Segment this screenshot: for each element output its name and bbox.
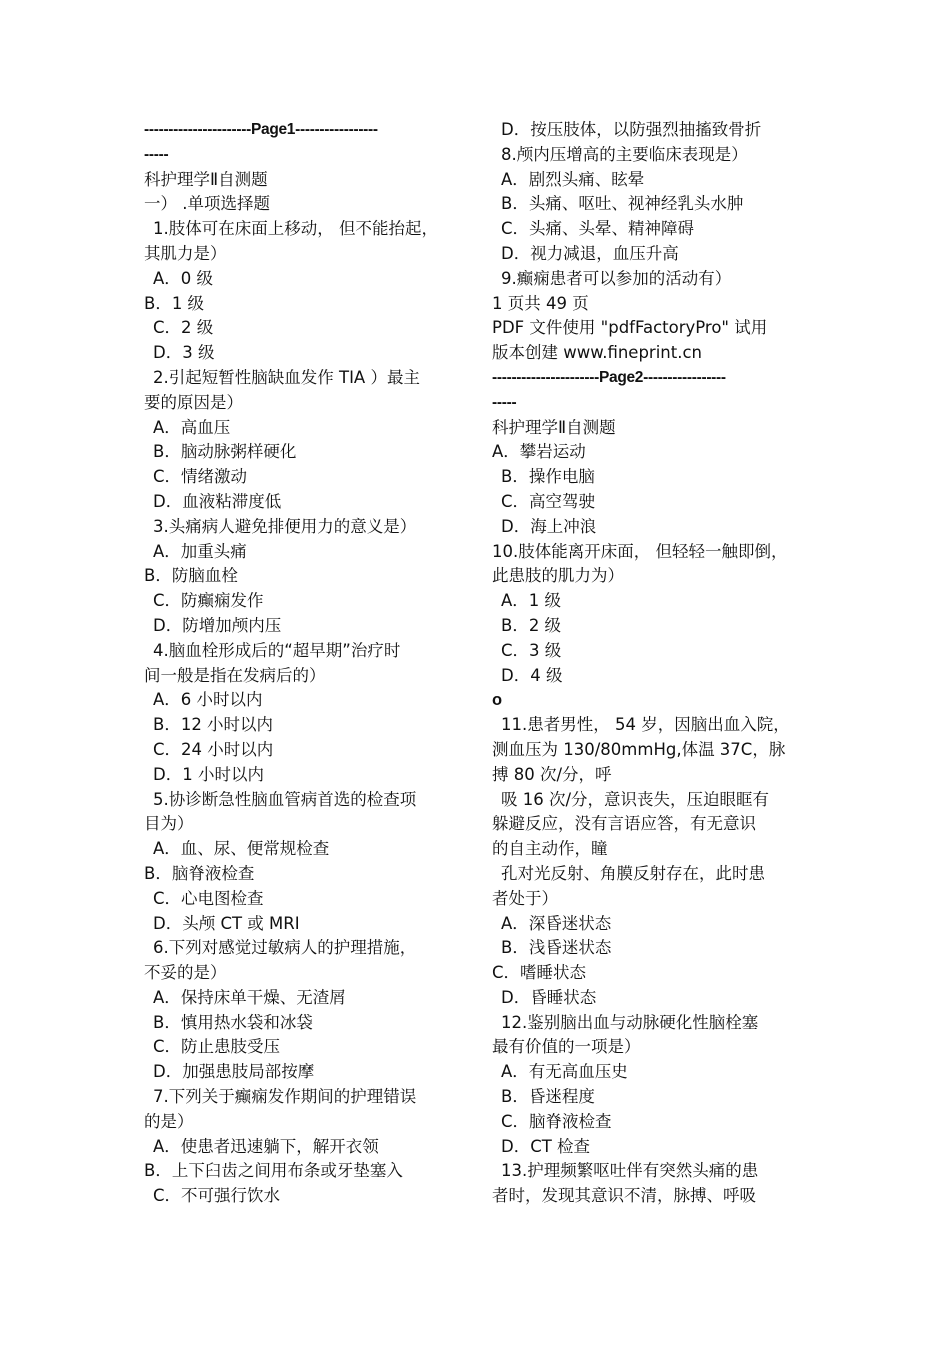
text-line: D．昏睡状态 <box>501 987 597 1007</box>
page-separator: ----------------------Page2----------------- <box>492 368 726 386</box>
text-line: 不妥的是） <box>144 963 227 983</box>
text-line: C．24 小时以内 <box>153 739 274 759</box>
text-line: B．上下臼齿之间用布条或牙垫塞入 <box>144 1161 403 1181</box>
text-line: 1.肢体可在床面上移动， 但不能抬起， <box>153 219 438 239</box>
text-line: A．保持床单干燥、无渣屑 <box>153 987 346 1007</box>
text-line: C．头痛、头晕、精神障碍 <box>501 219 695 239</box>
text-line: B．浅昏迷状态 <box>501 938 612 958</box>
page-separator: ----- <box>492 393 517 411</box>
text-line: D．1 小时以内 <box>153 764 264 784</box>
text-line: C．高空驾驶 <box>501 491 596 511</box>
text-line: 8.颅内压增高的主要临床表现是） <box>501 144 748 164</box>
text-line: 者时，发现其意识不清，脉搏、呼吸 <box>492 1186 756 1206</box>
text-line: 此患肢的肌力为） <box>492 566 624 586</box>
text-line: 6.下列对感觉过敏病人的护理措施， <box>153 938 417 958</box>
text-line: D．头颅 CT 或 MRI <box>153 913 300 933</box>
text-line: C．3 级 <box>501 640 562 660</box>
text-line: A．有无高血压史 <box>501 1062 628 1082</box>
text-line: C．2 级 <box>153 318 214 338</box>
text-line: B．脑脊液检查 <box>144 863 255 883</box>
text-line: A．使患者迅速躺下，解开衣领 <box>153 1136 379 1156</box>
text-line: D．CT 检查 <box>501 1136 591 1156</box>
right-column <box>492 118 810 1209</box>
text-line: D．加强患肢局部按摩 <box>153 1062 315 1082</box>
text-line: B．头痛、呕吐、视神经乳头水肿 <box>501 194 744 214</box>
text-line: A．1 级 <box>501 591 562 611</box>
text-line: 版本创建 www.fineprint.cn <box>492 343 703 363</box>
text-line: 13.护理频繁呕吐伴有突然头痛的患 <box>501 1161 759 1181</box>
text-line: D．视力减退，血压升高 <box>501 243 679 263</box>
text-line: D．防增加颅内压 <box>153 615 282 635</box>
text-line: D．4 级 <box>501 665 563 685</box>
text-line: C．嗜睡状态 <box>492 963 587 983</box>
text-line: 测血压为 130/80mmHg,体温 37C，脉 <box>492 739 786 759</box>
text-line: A．攀岩运动 <box>492 442 586 462</box>
text-line: 5.协诊断急性脑血管病首选的检查项 <box>153 789 417 809</box>
text-line: 孔对光反射、角膜反射存在，此时患 <box>501 863 765 883</box>
text-line: 的自主动作，瞳 <box>492 839 608 859</box>
text-line: C．脑脊液检查 <box>501 1111 612 1131</box>
text-line: B．脑动脉粥样硬化 <box>153 442 297 462</box>
text-line: A．深昏迷状态 <box>501 913 612 933</box>
text-line: 7.下列关于癫痫发作期间的护理错误 <box>153 1087 417 1107</box>
text-line: 科护理学Ⅱ自测题 <box>144 169 268 189</box>
text-line: 目为） <box>144 814 194 834</box>
text-line: 9.癫痫患者可以参加的活动有） <box>501 268 732 288</box>
text-line: 12.鉴别脑出血与动脉硬化性脑栓塞 <box>501 1012 759 1032</box>
text-line: 其肌力是） <box>144 243 227 263</box>
text-line: 要的原因是） <box>144 392 243 412</box>
text-line: 11.患者男性， 54 岁，因脑出血入院， <box>501 715 790 735</box>
text-line: o <box>492 691 503 710</box>
text-line: B．防脑血栓 <box>144 566 238 586</box>
text-line: A．剧烈头痛、眩晕 <box>501 169 645 189</box>
text-line: PDF 文件使用 "pdfFactoryPro" 试用 <box>492 318 768 338</box>
text-line: 者处于） <box>492 888 558 908</box>
text-line: B．2 级 <box>501 615 562 635</box>
left-column <box>144 118 462 1209</box>
text-line: C．防癫痫发作 <box>153 591 264 611</box>
text-line: C．不可强行饮水 <box>153 1186 281 1206</box>
text-line: C．心电图检查 <box>153 888 264 908</box>
text-line: B．慎用热水袋和冰袋 <box>153 1012 313 1032</box>
text-line: D．按压肢体，以防强烈抽搐致骨折 <box>501 120 762 139</box>
text-line: A．6 小时以内 <box>153 690 263 710</box>
page-separator: ----------------------Page1----------------- <box>144 121 378 138</box>
text-line: D．3 级 <box>153 343 215 363</box>
text-line: 3.头痛病人避免排便用力的意义是） <box>153 516 417 536</box>
text-line: 10.肢体能离开床面， 但轻轻一触即倒， <box>492 541 788 561</box>
text-line: B．12 小时以内 <box>153 715 274 735</box>
text-line: A．高血压 <box>153 417 231 437</box>
text-line: C．情绪激动 <box>153 467 248 487</box>
text-line: 搏 80 次/分，呼 <box>492 764 612 784</box>
text-line: 间一般是指在发病后的） <box>144 665 326 685</box>
text-line: 1 页共 49 页 <box>492 293 589 313</box>
text-line: B．操作电脑 <box>501 467 595 487</box>
text-line: 吸 16 次/分，意识丧失，压迫眼眶有 <box>501 789 770 809</box>
text-line: B．1 级 <box>144 293 205 313</box>
text-line: B．昏迷程度 <box>501 1087 595 1107</box>
text-line: A．加重头痛 <box>153 541 247 561</box>
text-line: 科护理学Ⅱ自测题 <box>492 417 616 437</box>
text-line: 一） .单项选择题 <box>144 194 270 214</box>
text-line: 的是） <box>144 1111 194 1131</box>
text-line: 4.脑血栓形成后的“超早期”治疗时 <box>153 640 401 660</box>
text-line: 2.引起短暂性脑缺血发作 TIA ）最主 <box>153 367 420 387</box>
text-line: 躲避反应，没有言语应答，有无意识 <box>492 814 756 834</box>
text-line: A．0 级 <box>153 268 214 288</box>
text-line: C．防止患肢受压 <box>153 1037 281 1057</box>
text-line: A．血、尿、便常规检查 <box>153 839 330 859</box>
text-line: D．血液粘滞度低 <box>153 491 282 511</box>
page-separator: ----- <box>144 145 169 163</box>
text-line: 最有价值的一项是） <box>492 1037 641 1057</box>
text-line: D．海上冲浪 <box>501 516 597 536</box>
